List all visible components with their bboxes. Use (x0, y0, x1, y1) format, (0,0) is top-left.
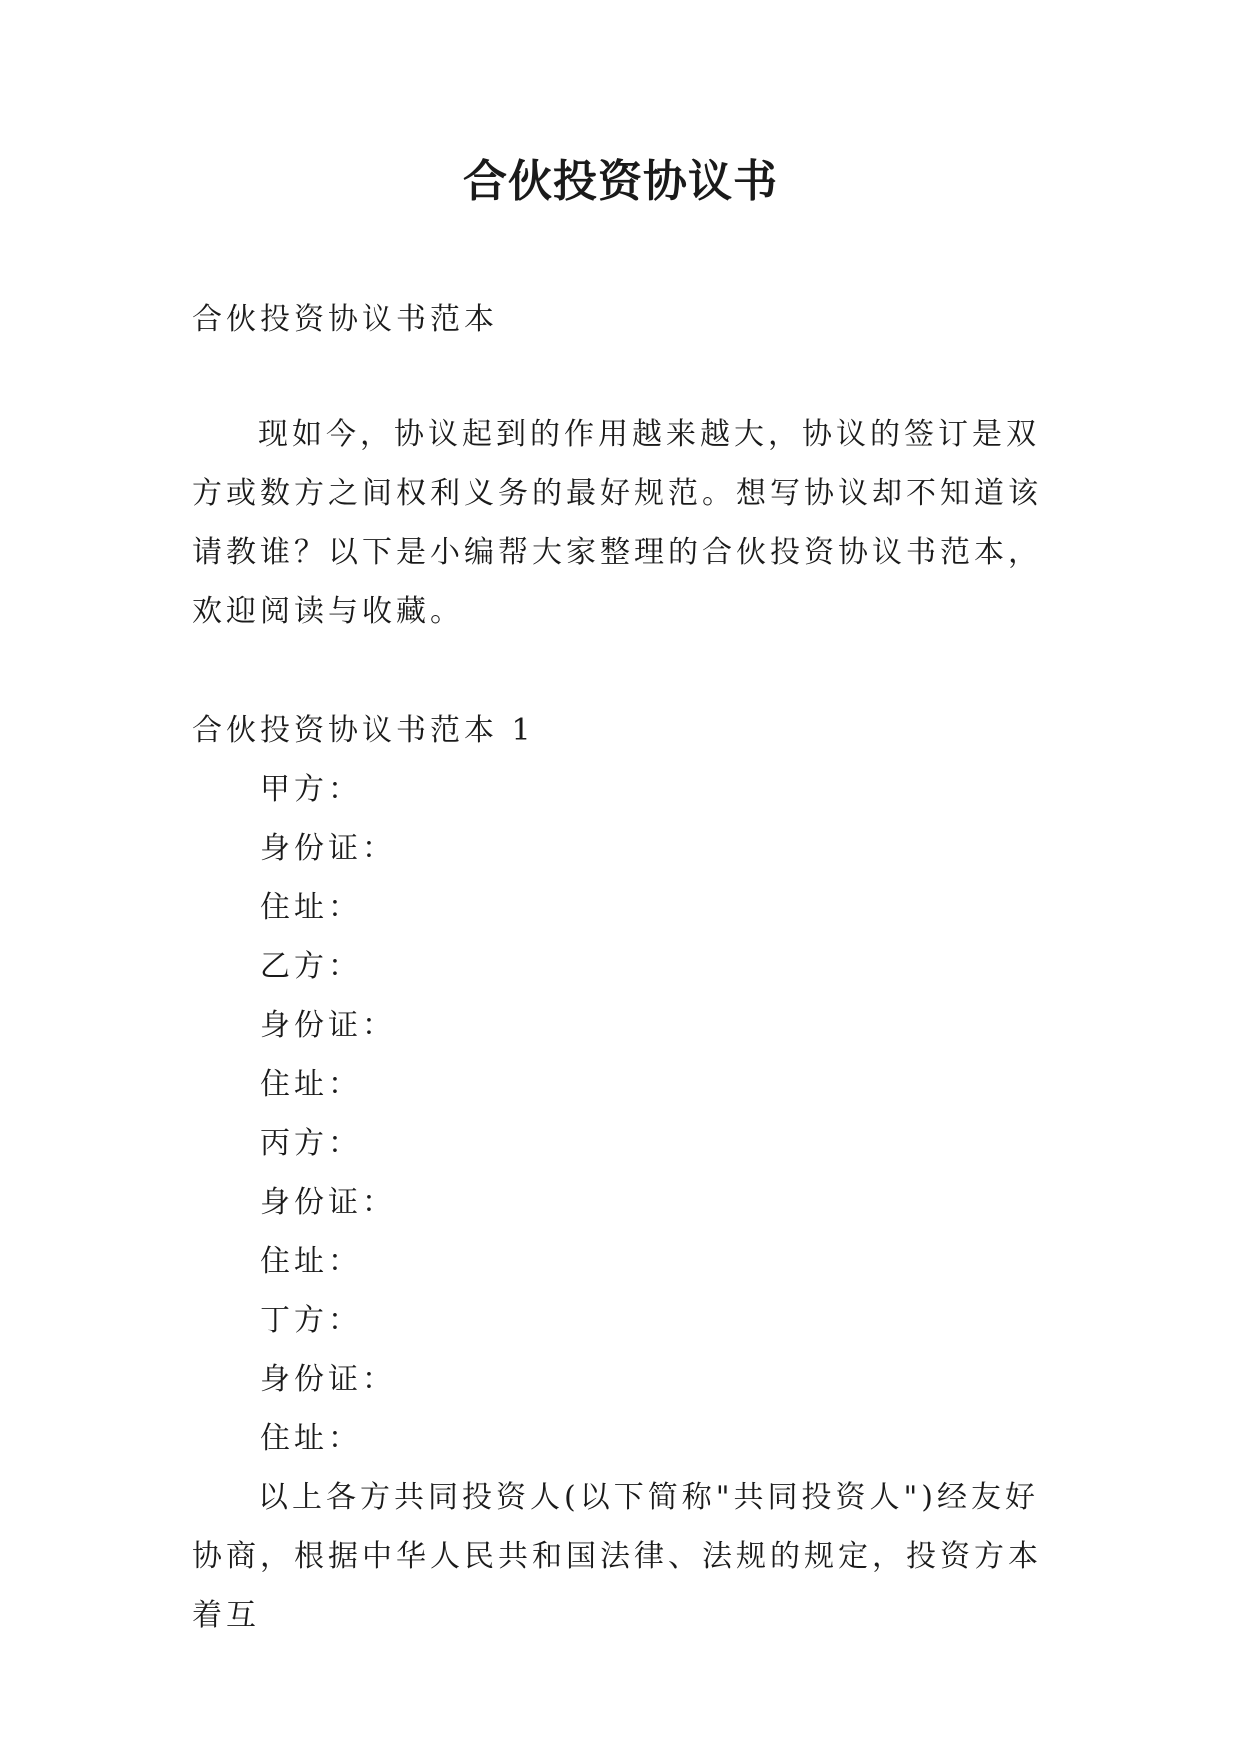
party-b-label: 乙方： (260, 949, 362, 984)
party-a-address-label: 住址： (260, 890, 362, 925)
party-a-id-label: 身份证： (260, 831, 396, 866)
party-c-id-label: 身份证： (260, 1185, 396, 1220)
party-b-address-label: 住址： (260, 1067, 362, 1102)
party-d-address-label: 住址： (260, 1421, 362, 1456)
section-heading: 合伙投资协议书范本 1 (192, 713, 535, 748)
party-d-id-label: 身份证： (260, 1362, 396, 1397)
body-paragraph: 以上各方共同投资人(以下简称"共同投资人")经友好协商，根据中华人民共和国法律、法规的规定，投资方本着互 (192, 1480, 1042, 1633)
party-c-address-label: 住址： (260, 1244, 362, 1279)
party-a-label: 甲方： (260, 772, 362, 807)
document-body (192, 290, 1052, 1645)
intro-paragraph: 现如今，协议起到的作用越来越大，协议的签订是双方或数方之间权利义务的最好规范。想写协议却不知道该请教谁？以下是小编帮大家整理的合伙投资协议书范本，欢迎阅读与收藏。 (192, 417, 1042, 629)
document-subtitle: 合伙投资协议书范本 (192, 302, 498, 337)
spacer (192, 641, 1052, 701)
party-c-label: 丙方： (260, 1126, 362, 1161)
party-b-id-label: 身份证： (260, 1008, 396, 1043)
document-title: 合伙投资协议书 (463, 156, 778, 207)
spacer (192, 349, 1052, 405)
party-d-label: 丁方： (260, 1303, 362, 1338)
